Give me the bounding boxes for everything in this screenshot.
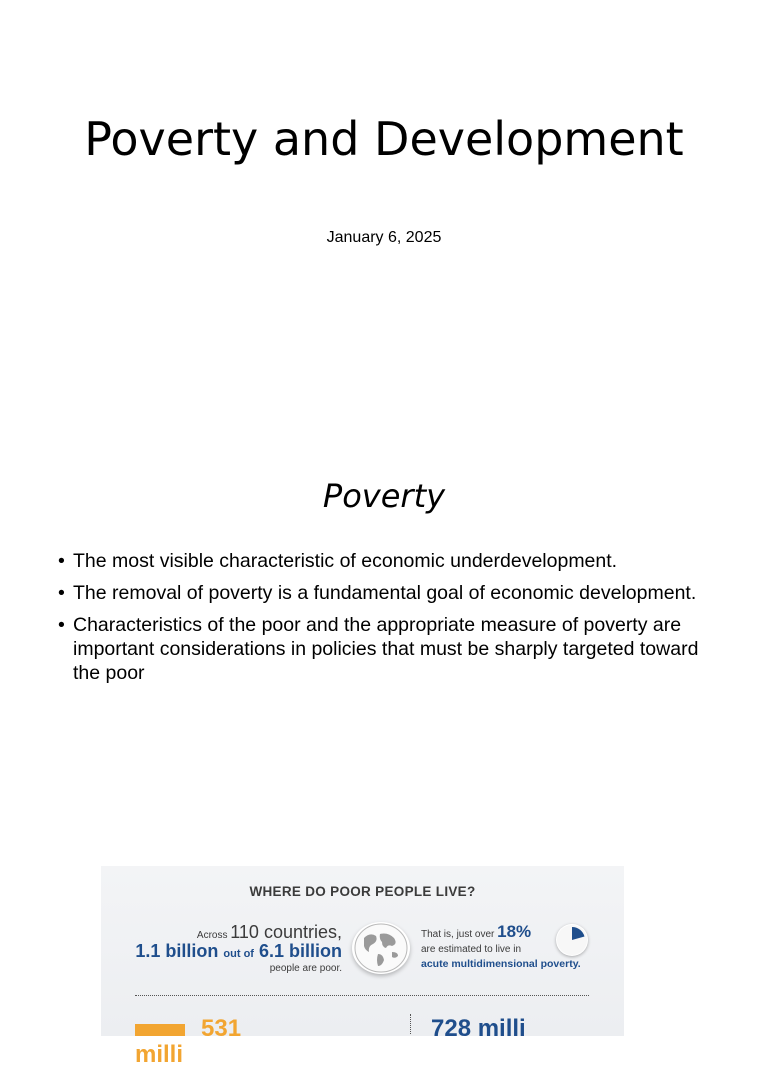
percent-value: 18% [497,922,532,941]
orange-bar [135,1024,185,1036]
partial-left-value: 531 milli [135,1015,242,1068]
column-divider [410,1014,411,1034]
bullet-item [58,549,718,573]
people-poor-label: people are poor. [269,963,342,974]
bullet-list [58,549,718,693]
poverty-infographic [101,866,624,1068]
poverty-slide [0,432,768,864]
estimated-label: are estimated to live in [421,944,522,955]
section-divider [135,995,589,996]
partial-right-figure: 728 milli [431,1015,526,1042]
poor-billion: 1.1 billion [135,941,219,961]
bullet-glyph: • [58,550,65,572]
just-over-label: That is, just over [421,929,495,940]
presentation-date: January 6, 2025 [326,229,442,246]
poor-count-block [135,922,342,974]
partial-left-figure [135,1015,295,1068]
infographic-heading: WHERE DO POOR PEOPLE LIVE? [249,884,476,899]
pie-icon [556,924,588,956]
total-billion: 6.1 billion [258,941,342,961]
bullet-item [58,581,718,605]
globe-icon [352,922,410,974]
bullet-glyph: • [58,582,65,604]
bullet-text: The most visible characteristic of economic underdevelopment. [73,550,618,572]
across-label: Across [196,930,228,941]
acute-poverty-label: acute multidimensional poverty. [421,958,581,970]
countries-label: 110 countries, [230,922,342,942]
infographic-slide [0,864,768,1068]
bullet-item [58,613,718,685]
out-of-label: out of [223,948,254,960]
bullet-glyph: • [58,614,65,636]
title-slide [0,0,768,432]
presentation-title: Poverty and Development [84,112,684,166]
bullet-text: The removal of poverty is a fundamental goal of economic development. [73,582,697,604]
slide-title: Poverty [322,477,446,515]
bullet-text: Characteristics of the poor and the appropriate measure of poverty are important considerations in policies that must be sharply targeted toward the poor [73,614,699,684]
